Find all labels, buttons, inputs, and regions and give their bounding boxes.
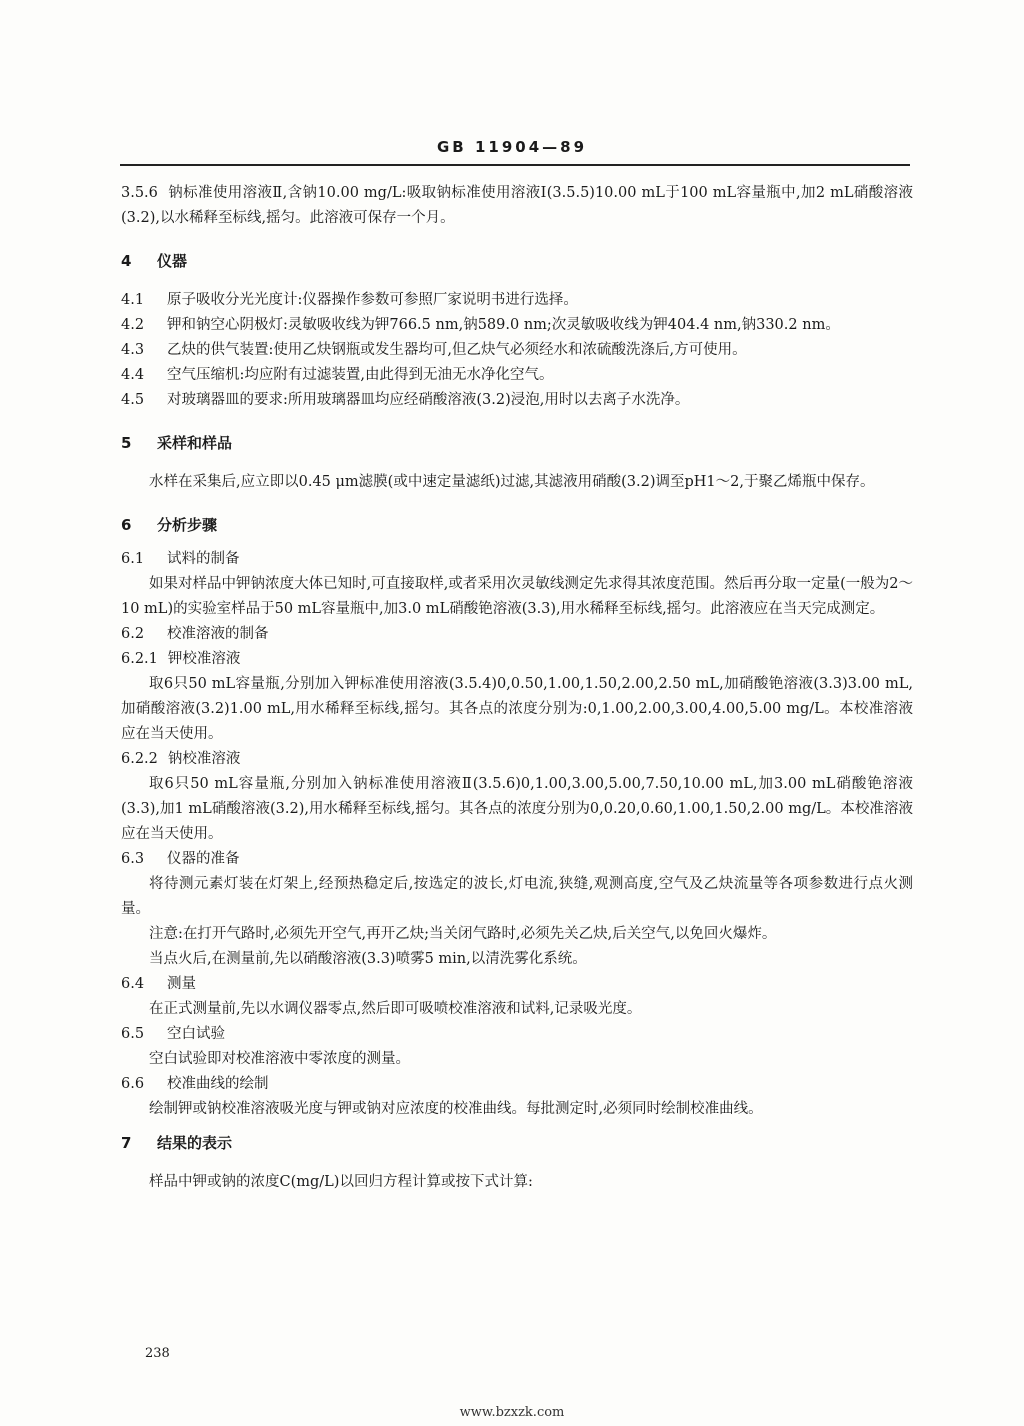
section-heading-6 <box>121 513 913 538</box>
clause-number: 6.6 <box>121 1076 145 1092</box>
clause-title: 测量 <box>167 976 196 992</box>
section-heading-7 <box>121 1131 913 1156</box>
clause-number: 4.2 <box>121 317 145 333</box>
clause-number: 6.5 <box>121 1026 145 1042</box>
section-number: 6 <box>121 516 132 534</box>
subheading-6-2-2 <box>121 747 913 772</box>
clause-number: 4.4 <box>121 367 145 383</box>
clause-title: 空白试验 <box>167 1026 225 1042</box>
section-title: 采样和样品 <box>157 434 233 452</box>
paragraph-6-5: 空白试验即对校准溶液中零浓度的测量。 <box>149 1051 410 1067</box>
clause-title: 仪器的准备 <box>167 851 240 867</box>
clause-number: 4.1 <box>121 292 145 308</box>
clause-number: 6.1 <box>121 551 145 567</box>
paragraph-6-2-2: 取6只50 mL容量瓶,分别加入钠标准使用溶液Ⅱ(3.5.6)0,1.00,3.00,5.00,7.50,10.00 mL,加3.00 mL硝酸铯溶液(3.3),加1 mL硝酸溶液(3.2),用水稀释至标线,摇匀。其各点的浓度分别为0,0.20,0.60,1.00,1.50,2.00 mg/L。本校准溶液应在当天使用。 <box>121 776 913 842</box>
clause-number: 3.5.6 <box>121 185 158 201</box>
subheading-6-2-1 <box>121 647 913 672</box>
paragraph-6-3-a: 将待测元素灯装在灯架上,经预热稳定后,按选定的波长,灯电流,狭缝,观测高度,空气及乙炔流量等各项参数进行点火测量。 <box>121 876 913 917</box>
subheading-6-1 <box>121 547 913 572</box>
clause-number: 6.2.2 <box>121 751 158 767</box>
clause-number: 6.2 <box>121 626 145 642</box>
paragraph-sampling: 水样在采集后,应立即以0.45 μm滤膜(或中速定量滤纸)过滤,其滤液用硝酸(3.2)调至pH1～2,于聚乙烯瓶中保存。 <box>149 474 875 490</box>
paragraph-6-2-1: 取6只50 mL容量瓶,分别加入钾标准使用溶液(3.5.4)0,0.50,1.00,1.50,2.00,2.50 mL,加硝酸铯溶液(3.3)3.00 mL,加硝酸溶液(3.2)1.00 mL,用水稀释至标线,摇匀。其各点的浓度分别为:0,1.00,2.00,3.00,4.00,5.00 mg/L。本校准溶液应在当天使用。 <box>121 676 913 742</box>
section-number: 7 <box>121 1134 132 1152</box>
paragraph-6-3-note: 注意:在打开气路时,必须先开空气,再开乙炔;当关闭气路时,必须先关乙炔,后关空气,以免回火爆炸。 <box>149 926 777 942</box>
paragraph-4-4 <box>121 363 913 388</box>
section-title: 分析步骤 <box>157 516 218 534</box>
paragraph-6-6: 绘制钾或钠校准溶液吸光度与钾或钠对应浓度的校准曲线。每批测定时,必须同时绘制校准曲线。 <box>149 1101 763 1117</box>
clause-text: 钾和钠空心阴极灯:灵敏吸收线为钾766.5 nm,钠589.0 nm;次灵敏吸收线为钾404.4 nm,钠330.2 nm。 <box>167 317 840 333</box>
header-rule <box>120 164 910 166</box>
clause-number: 6.3 <box>121 851 145 867</box>
paragraph-7: 样品中钾或钠的浓度C(mg/L)以回归方程计算或按下式计算: <box>149 1174 533 1190</box>
standard-header: GB 11904—89 <box>436 138 588 156</box>
clause-title: 校准曲线的绘制 <box>167 1076 269 1092</box>
section-heading-4 <box>121 249 913 274</box>
paragraph-4-3 <box>121 338 913 363</box>
document-body <box>121 181 913 1195</box>
clause-number: 6.4 <box>121 976 145 992</box>
subheading-6-3 <box>121 847 913 872</box>
paragraph-6-4: 在正式测量前,先以水调仪器零点,然后即可吸喷校准溶液和试料,记录吸光度。 <box>149 1001 642 1017</box>
subheading-6-4 <box>121 972 913 997</box>
clause-text: 钠标准使用溶液Ⅱ,含钠10.00 mg/L:吸取钠标准使用溶液Ⅰ(3.5.5)10.00 mL于100 mL容量瓶中,加2 mL硝酸溶液(3.2),以水稀释至标线,摇匀。此溶液可保存一个月。 <box>121 185 913 226</box>
clause-title: 校准溶液的制备 <box>167 626 269 642</box>
subheading-6-5 <box>121 1022 913 1047</box>
paragraph-3-5-6 <box>121 181 913 231</box>
clause-number: 6.2.1 <box>121 651 158 667</box>
paragraph-4-5 <box>121 388 913 413</box>
paragraph-6-1: 如果对样品中钾钠浓度大体已知时,可直接取样,或者采用次灵敏线测定先求得其浓度范围。然后再分取一定量(一般为2～10 mL)的实验室样品于50 mL容量瓶中,加3.0 mL硝酸铯溶液(3.3),用水稀释至标线,摇匀。此溶液应在当天完成测定。 <box>121 576 913 617</box>
page-number: 238 <box>145 1346 170 1361</box>
clause-title: 试料的制备 <box>167 551 240 567</box>
footer-website: www.bzxzk.com <box>459 1405 565 1420</box>
clause-number: 4.3 <box>121 342 145 358</box>
section-heading-5 <box>121 431 913 456</box>
clause-text: 空气压缩机:均应附有过滤装置,由此得到无油无水净化空气。 <box>167 367 554 383</box>
clause-text: 对玻璃器皿的要求:所用玻璃器皿均应经硝酸溶液(3.2)浸泡,用时以去离子水洗净。 <box>167 392 690 408</box>
clause-title: 钾校准溶液 <box>167 651 241 667</box>
section-number: 4 <box>121 252 132 270</box>
clause-number: 4.5 <box>121 392 145 408</box>
subheading-6-6 <box>121 1072 913 1097</box>
clause-text: 原子吸收分光光度计:仪器操作参数可参照厂家说明书进行选择。 <box>167 292 578 308</box>
clause-title: 钠校准溶液 <box>167 751 241 767</box>
section-title: 仪器 <box>157 252 188 270</box>
section-title: 结果的表示 <box>157 1134 233 1152</box>
section-number: 5 <box>121 434 132 452</box>
paragraph-4-2 <box>121 313 913 338</box>
paragraph-6-3-b: 当点火后,在测量前,先以硝酸溶液(3.3)喷雾5 min,以清洗雾化系统。 <box>149 951 587 967</box>
paragraph-4-1 <box>121 288 913 313</box>
clause-text: 乙炔的供气装置:使用乙炔钢瓶或发生器均可,但乙炔气必须经水和浓硫酸洗涤后,方可使用。 <box>167 342 747 358</box>
subheading-6-2 <box>121 622 913 647</box>
